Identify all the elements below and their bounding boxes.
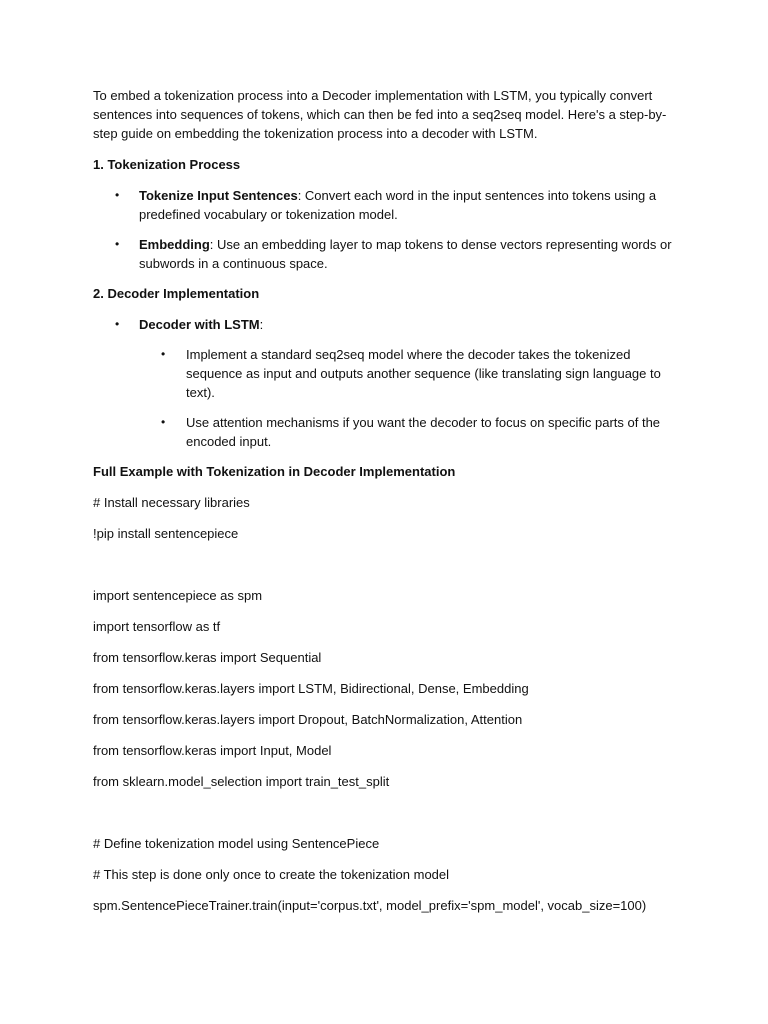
- code-line: from tensorflow.keras import Input, Model: [93, 743, 332, 758]
- list-item: [93, 186, 678, 224]
- code-line: from tensorflow.keras import Sequential: [93, 650, 322, 665]
- subitem-text: Implement a standard seq2seq model where the decoder takes the tokenized sequence as input and outputs another sequence (like translating sign language to text).: [186, 347, 661, 400]
- item-term: Embedding: [139, 237, 210, 252]
- code-line: !pip install sentencepiece: [93, 526, 239, 541]
- subitem-text: Use attention mechanisms if you want the decoder to focus on specific parts of the encoded input.: [186, 415, 661, 449]
- code-line: from tensorflow.keras.layers import Dropout, BatchNormalization, Attention: [93, 712, 523, 727]
- code-line: from sklearn.model_selection import train_test_split: [93, 774, 390, 789]
- list-item: [93, 315, 678, 334]
- bullet-icon: •: [115, 188, 120, 202]
- example-heading: Full Example with Tokenization in Decoder Implementation: [93, 464, 456, 479]
- bullet-icon: •: [115, 237, 120, 251]
- list-item: [93, 345, 678, 402]
- list-item: [93, 413, 678, 451]
- section-heading-tokenization: 1. Tokenization Process: [93, 157, 241, 172]
- section-heading-decoder: 2. Decoder Implementation: [93, 286, 260, 301]
- item-text: :: [259, 317, 264, 332]
- bullet-icon: •: [161, 415, 166, 429]
- blank-line: [93, 803, 678, 834]
- code-block: [93, 493, 678, 915]
- item-text: : Use an embedding layer to map tokens to dense vectors representing words or subwords in a continuous space.: [139, 237, 672, 271]
- code-line: # Define tokenization model using SentencePiece: [93, 836, 380, 851]
- list-item: [93, 235, 678, 273]
- bullet-icon: •: [115, 317, 120, 331]
- code-line: import sentencepiece as spm: [93, 588, 263, 603]
- item-term: Decoder with LSTM: [139, 317, 260, 332]
- intro-paragraph: To embed a tokenization process into a Decoder implementation with LSTM, you typically convert sentences into sequences of tokens, which can then be fed into a seq2seq model. Here's a step-by-step guide on embedding the tokenization process into a decoder with LSTM.: [93, 88, 667, 141]
- document-page: [93, 86, 678, 927]
- blank-line: [93, 555, 678, 586]
- code-line: from tensorflow.keras.layers import LSTM, Bidirectional, Dense, Embedding: [93, 681, 529, 696]
- code-line: import tensorflow as tf: [93, 619, 221, 634]
- item-text: : Convert each word in the input sentences into tokens using a predefined vocabulary or tokenization model.: [139, 188, 657, 222]
- code-line: # Install necessary libraries: [93, 495, 250, 510]
- decoder-list: [93, 315, 678, 451]
- code-line: spm.SentencePieceTrainer.train(input='corpus.txt', model_prefix='spm_model', vocab_size=100): [93, 898, 647, 913]
- bullet-icon: •: [161, 347, 166, 361]
- tokenization-list: [93, 186, 678, 273]
- code-line: # This step is done only once to create the tokenization model: [93, 867, 450, 882]
- item-term: Tokenize Input Sentences: [139, 188, 298, 203]
